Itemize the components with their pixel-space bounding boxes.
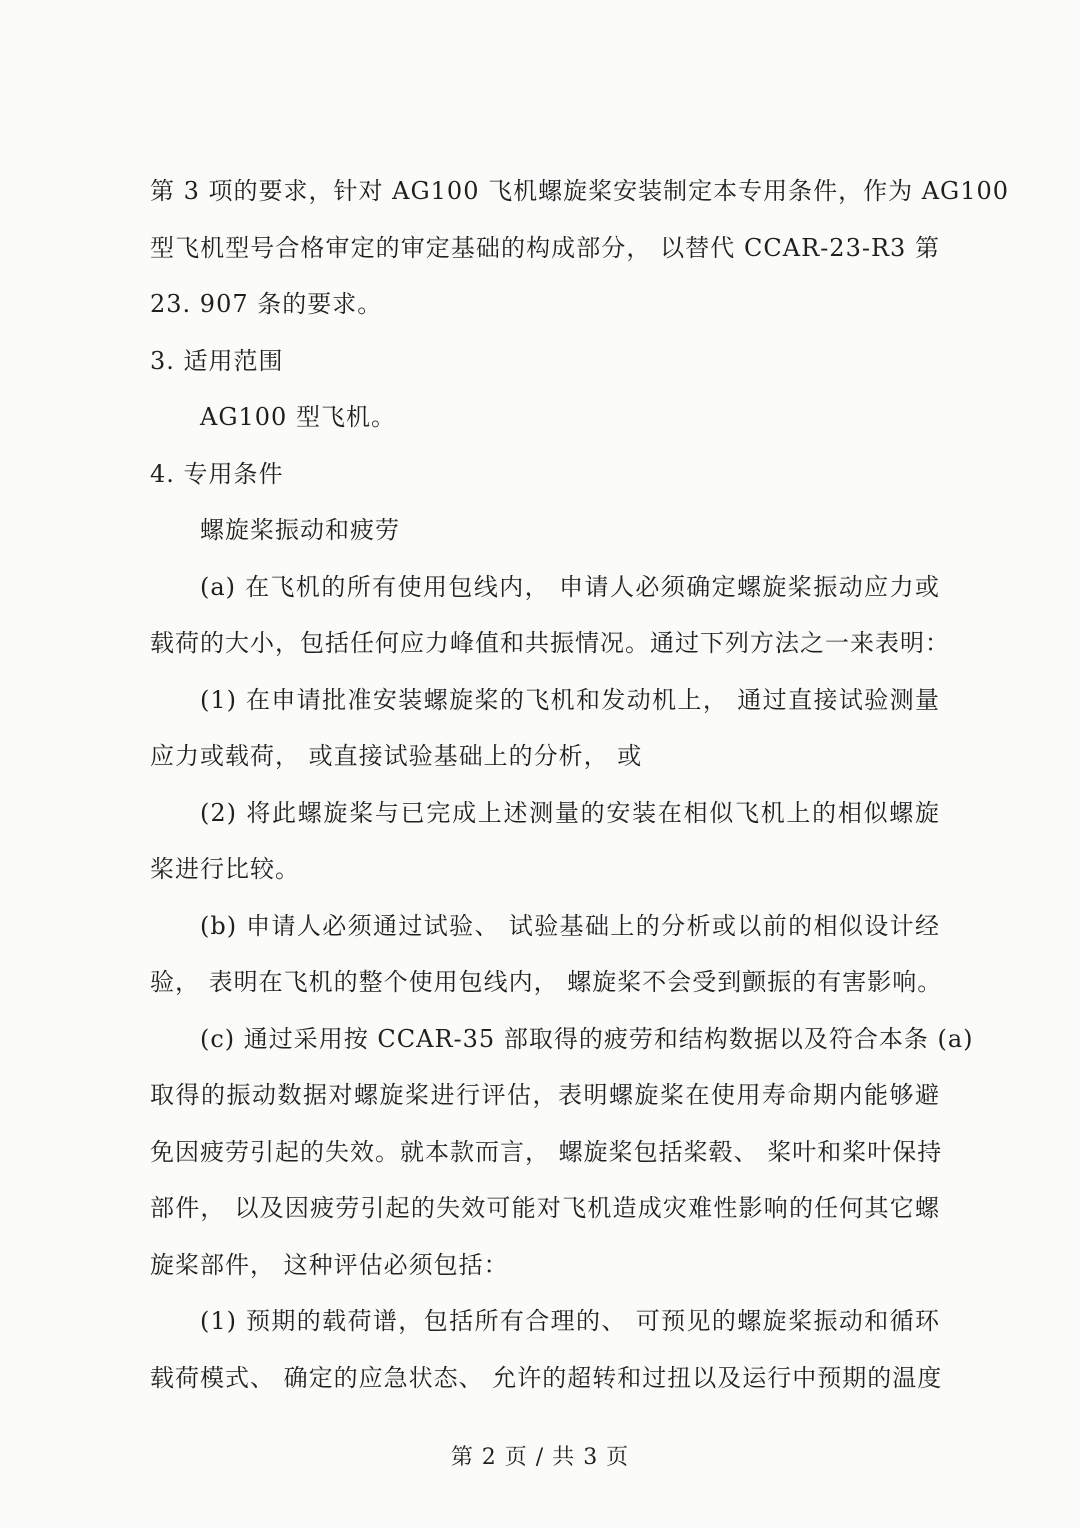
text-line: 部件， 以及因疲劳引起的失效可能对飞机造成灾难性影响的任何其它螺 [150,1194,940,1222]
page-footer: 第 2 页 / 共 3 页 [450,1445,630,1470]
text-line: 旋桨部件， 这种评估必须包括： [150,1250,509,1279]
section-heading: 4. 专用条件 [150,459,284,488]
text-line: 载荷的大小，包括任何应力峰值和共振情况。通过下列方法之一来表明： [150,629,950,657]
text-line: 免因疲劳引起的失效。就本款而言， 螺旋桨包括桨毂、 桨叶和桨叶保持 [150,1137,943,1166]
subsection-title: 螺旋桨振动和疲劳 [200,516,400,544]
text-line: (b) 申请人必须通过试验、 试验基础上的分析或以前的相似设计经 [200,911,940,940]
section-heading: 3. 适用范围 [150,346,284,375]
text-line: 第 3 项的要求，针对 AG100 飞机螺旋桨安装制定本专用条件，作为 AG100 [150,177,1010,205]
text-line: 取得的振动数据对螺旋桨进行评估，表明螺旋桨在使用寿命期内能够避 [150,1081,940,1109]
text-line: 载荷模式、 确定的应急状态、 允许的超转和过扭以及运行中预期的温度 [150,1363,943,1392]
text-line: 23. 907 条的要求。 [150,290,383,318]
text-line: 应力或载荷， 或直接试验基础上的分析， 或 [150,742,643,770]
text-line: (1) 在申请批准安装螺旋桨的飞机和发动机上， 通过直接试验测量 [200,685,940,714]
text-line: (1) 预期的载荷谱，包括所有合理的、 可预见的螺旋桨振动和循环 [200,1307,940,1335]
text-line: (c) 通过采用按 CCAR-35 部取得的疲劳和结构数据以及符合本条 (a) [200,1024,974,1053]
text-line: 型飞机型号合格审定的审定基础的构成部分， 以替代 CCAR-23-R3 第 [150,233,940,262]
text-line: 桨进行比较。 [150,855,300,883]
text-line: (2) 将此螺旋桨与已完成上述测量的安装在相似飞机上的相似螺旋 [200,798,940,827]
text-line: 验， 表明在飞机的整个使用包线内， 螺旋桨不会受到颤振的有害影响。 [150,968,943,996]
text-line: AG100 型飞机。 [200,403,396,431]
document-body [150,163,1010,1406]
text-line: (a) 在飞机的所有使用包线内， 申请人必须确定螺旋桨振动应力或 [200,572,940,601]
